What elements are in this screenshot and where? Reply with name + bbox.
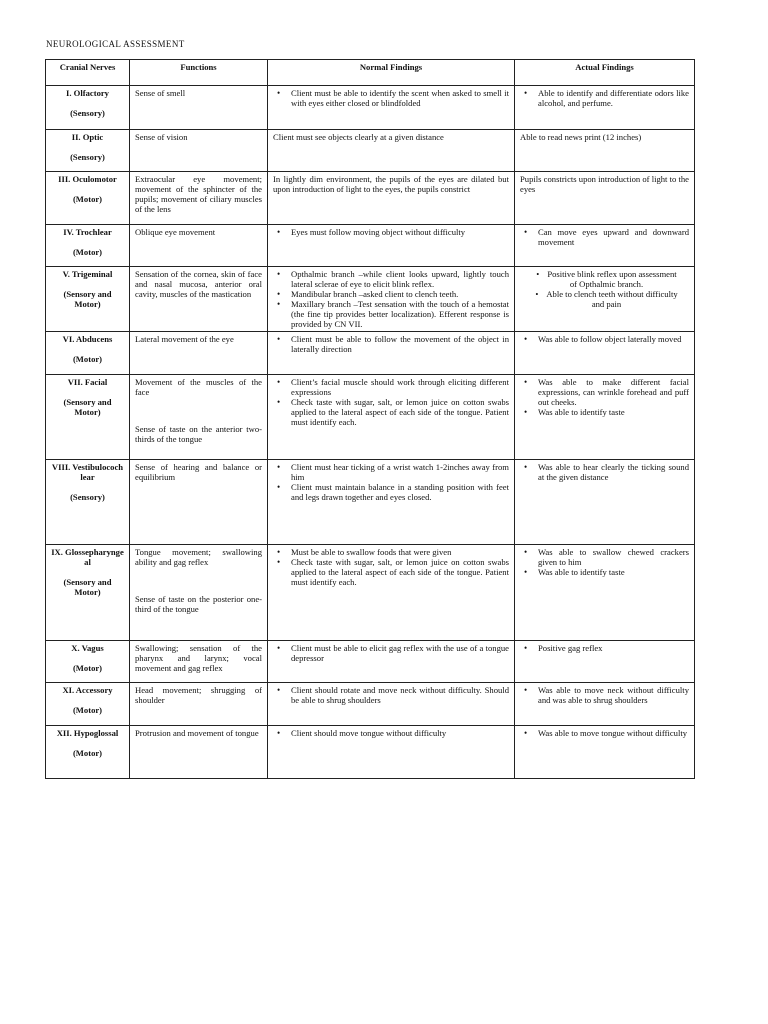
function-text: Swallowing; sensation of the pharynx and larynx; vocal movement and gag reflex xyxy=(135,643,262,673)
functions-cell xyxy=(130,332,268,375)
functions-cell xyxy=(130,683,268,726)
actual-finding-item: • Was able to identify taste xyxy=(538,407,689,417)
normal-findings-cell xyxy=(268,86,515,130)
nerve-type: (Motor) xyxy=(72,194,103,204)
neuro-assessment-table xyxy=(45,59,695,779)
function-text: Movement of the muscles of the face xyxy=(135,377,262,397)
normal-finding-item: • Client must be able to follow the movement of the object in laterally direction xyxy=(291,334,509,354)
nerve-cell xyxy=(46,86,130,130)
actual-finding-text: Pupils constricts upon introduction of light to the eyes xyxy=(520,174,689,194)
normal-findings-cell xyxy=(268,460,515,545)
actual-finding-item: • Was able to follow object laterally moved xyxy=(538,334,689,344)
document-title: NEUROLOGICAL ASSESSMENT xyxy=(46,39,185,49)
functions-cell xyxy=(130,172,268,225)
normal-findings-cell xyxy=(268,641,515,683)
actual-findings-cell xyxy=(515,375,695,460)
actual-finding-item: • Able to identify and differentiate odors like alcohol, and perfume. xyxy=(538,88,689,108)
nerve-name: VI. Abducens xyxy=(62,334,113,344)
functions-cell xyxy=(130,545,268,641)
normal-finding-item: • Check taste with sugar, salt, or lemon juice on cotton swabs applied to the lateral aspect of each side of the tongue. Patient must identify each. xyxy=(291,397,509,427)
function-text: Sense of taste on the anterior two-thirds of the tongue xyxy=(135,424,262,444)
actual-findings-cell xyxy=(515,545,695,641)
actual-findings-cell xyxy=(515,130,695,172)
functions-cell xyxy=(130,375,268,460)
nerve-cell xyxy=(46,332,130,375)
nerve-type: (Sensory) xyxy=(70,492,105,502)
nerve-name: XII. Hypoglossal xyxy=(56,728,119,738)
actual-findings-cell xyxy=(515,86,695,130)
nerve-name: II. Optic xyxy=(71,132,104,142)
nerve-name: XI. Accessory xyxy=(62,685,113,695)
actual-finding-item: • Was able to swallow chewed crackers given to him xyxy=(538,547,689,567)
table-row xyxy=(46,130,695,172)
functions-cell xyxy=(130,460,268,545)
actual-finding-item: • Able to clench teeth without difficulty and pain xyxy=(534,289,679,309)
nerve-type: (Sensory) xyxy=(70,152,105,162)
actual-findings-cell xyxy=(515,726,695,779)
actual-finding-item: • Was able to move tongue without difficulty xyxy=(538,728,689,738)
nerve-cell xyxy=(46,726,130,779)
actual-finding-item: • Was able to identify taste xyxy=(538,567,689,577)
nerve-cell xyxy=(46,460,130,545)
header-cranial-nerves: Cranial Nerves xyxy=(46,60,130,86)
normal-finding-item: • Client should move tongue without difficulty xyxy=(291,728,509,738)
function-text: Lateral movement of the eye xyxy=(135,334,234,344)
nerve-type: (Motor) xyxy=(72,663,103,673)
nerve-cell xyxy=(46,545,130,641)
functions-cell xyxy=(130,86,268,130)
actual-finding-item: • Was able to make different facial expressions, can wrinkle forehead and puff out cheeks. xyxy=(538,377,689,407)
normal-findings-cell xyxy=(268,130,515,172)
function-text: Head movement; shrugging of shoulder xyxy=(135,685,262,705)
table-row xyxy=(46,225,695,267)
normal-finding-text: Client must see objects clearly at a given distance xyxy=(273,132,444,142)
actual-finding-text: Able to read news print (12 inches) xyxy=(520,132,642,142)
header-functions: Functions xyxy=(130,60,268,86)
table-header-row xyxy=(46,60,695,86)
functions-cell xyxy=(130,130,268,172)
function-text: Oblique eye movement xyxy=(135,227,216,237)
table-row xyxy=(46,726,695,779)
normal-findings-cell xyxy=(268,545,515,641)
actual-findings-cell xyxy=(515,172,695,225)
nerve-cell xyxy=(46,225,130,267)
normal-findings-cell xyxy=(268,332,515,375)
function-text: Sense of vision xyxy=(135,132,188,142)
nerve-type: (Motor) xyxy=(72,354,103,364)
normal-findings-cell xyxy=(268,172,515,225)
actual-finding-item: • Was able to hear clearly the ticking sound at the given distance xyxy=(538,462,689,482)
nerve-type: (Sensory and Motor) xyxy=(63,397,112,417)
table-row xyxy=(46,172,695,225)
normal-finding-item: • Must be able to swallow foods that were given xyxy=(291,547,509,557)
function-text: Sense of smell xyxy=(135,88,186,98)
nerve-name: I. Olfactory xyxy=(66,88,109,98)
nerve-name: VII. Facial xyxy=(67,377,108,387)
normal-findings-cell xyxy=(268,726,515,779)
function-text: Sensation of the cornea, skin of face and nasal mucosa, anterior oral cavity, muscles of the mastication xyxy=(135,269,262,299)
nerve-type: (Sensory and Motor) xyxy=(63,577,112,597)
normal-finding-item: • Eyes must follow moving object without difficulty xyxy=(291,227,509,237)
normal-finding-item: • Check taste with sugar, salt, or lemon juice on cotton swabs applied to the lateral aspect of each side of the tongue. Patient must identify each. xyxy=(291,557,509,587)
function-text: Sense of taste on the posterior one-third of the tongue xyxy=(135,594,262,614)
normal-finding-item: • Client must be able to elicit gag reflex with the use of a tongue depressor xyxy=(291,643,509,663)
actual-findings-cell xyxy=(515,332,695,375)
nerve-cell xyxy=(46,375,130,460)
normal-finding-text: In lightly dim environment, the pupils of the eyes are dilated but upon introduction of light to the eyes, the pupils constrict xyxy=(273,174,509,194)
normal-findings-cell xyxy=(268,683,515,726)
table-row xyxy=(46,86,695,130)
normal-findings-cell xyxy=(268,267,515,332)
header-normal-findings: Normal Findings xyxy=(268,60,515,86)
actual-findings-cell xyxy=(515,267,695,332)
nerve-cell xyxy=(46,130,130,172)
table-row xyxy=(46,267,695,332)
table-row xyxy=(46,375,695,460)
normal-finding-item: • Client’s facial muscle should work through eliciting different expressions xyxy=(291,377,509,397)
normal-finding-item: • Maxillary branch –Test sensation with the touch of a hemostat (the fine tip provides better localization). Efferent response is provided by CN VII. xyxy=(291,299,509,329)
actual-findings-cell xyxy=(515,641,695,683)
functions-cell xyxy=(130,267,268,332)
nerve-type: (Sensory) xyxy=(70,108,105,118)
nerve-cell xyxy=(46,172,130,225)
actual-finding-item: • Was able to move neck without difficulty and was able to shrug shoulders xyxy=(538,685,689,705)
table-row xyxy=(46,641,695,683)
normal-finding-item: • Client must be able to identify the scent when asked to smell it with eyes either closed or blindfolded xyxy=(291,88,509,108)
normal-findings-cell xyxy=(268,375,515,460)
functions-cell xyxy=(130,641,268,683)
nerve-name: III. Oculomotor xyxy=(58,174,117,184)
function-text: Protrusion and movement of tongue xyxy=(135,728,259,738)
table-row xyxy=(46,545,695,641)
nerve-name: X. Vagus xyxy=(71,643,104,653)
functions-cell xyxy=(130,225,268,267)
normal-finding-item: • Mandibular branch –asked client to clench teeth. xyxy=(291,289,509,299)
nerve-cell xyxy=(46,641,130,683)
nerve-cell xyxy=(46,267,130,332)
actual-finding-item: • Positive blink reflex upon assessment of Opthalmic branch. xyxy=(534,269,679,289)
nerve-type: (Motor) xyxy=(72,748,103,758)
normal-finding-item: • Client must hear ticking of a wrist watch 1-2inches away from him xyxy=(291,462,509,482)
nerve-name: IX. Glossepharyngeal xyxy=(51,547,124,567)
nerve-type: (Sensory and Motor) xyxy=(63,289,112,309)
nerve-type: (Motor) xyxy=(72,247,103,257)
actual-finding-item: • Positive gag reflex xyxy=(538,643,689,653)
function-text: Sense of hearing and balance or equilibrium xyxy=(135,462,262,482)
nerve-name: V. Trigeminal xyxy=(62,269,113,279)
functions-cell xyxy=(130,726,268,779)
actual-findings-cell xyxy=(515,460,695,545)
table-row xyxy=(46,332,695,375)
table-row xyxy=(46,683,695,726)
header-actual-findings: Actual Findings xyxy=(515,60,695,86)
actual-findings-cell xyxy=(515,225,695,267)
normal-findings-cell xyxy=(268,225,515,267)
actual-finding-item: • Can move eyes upward and downward movement xyxy=(538,227,689,247)
table-row xyxy=(46,460,695,545)
function-text: Tongue movement; swallowing ability and gag reflex xyxy=(135,547,262,567)
function-text: Extraocular eye movement; movement of the sphincter of the pupils; movement of ciliary muscles of the lens xyxy=(135,174,262,214)
normal-finding-item: • Opthalmic branch –while client looks upward, lightly touch lateral sclerae of eye to elicit blink reflex. xyxy=(291,269,509,289)
nerve-type: (Motor) xyxy=(72,705,103,715)
nerve-name: VIII. Vestibulocochlear xyxy=(51,462,124,482)
nerve-name: IV. Trochlear xyxy=(63,227,112,237)
normal-finding-item: • Client must maintain balance in a standing position with feet and legs drawn together and eyes closed. xyxy=(291,482,509,502)
nerve-cell xyxy=(46,683,130,726)
actual-findings-cell xyxy=(515,683,695,726)
normal-finding-item: • Client should rotate and move neck without difficulty. Should be able to shrug shoulders xyxy=(291,685,509,705)
